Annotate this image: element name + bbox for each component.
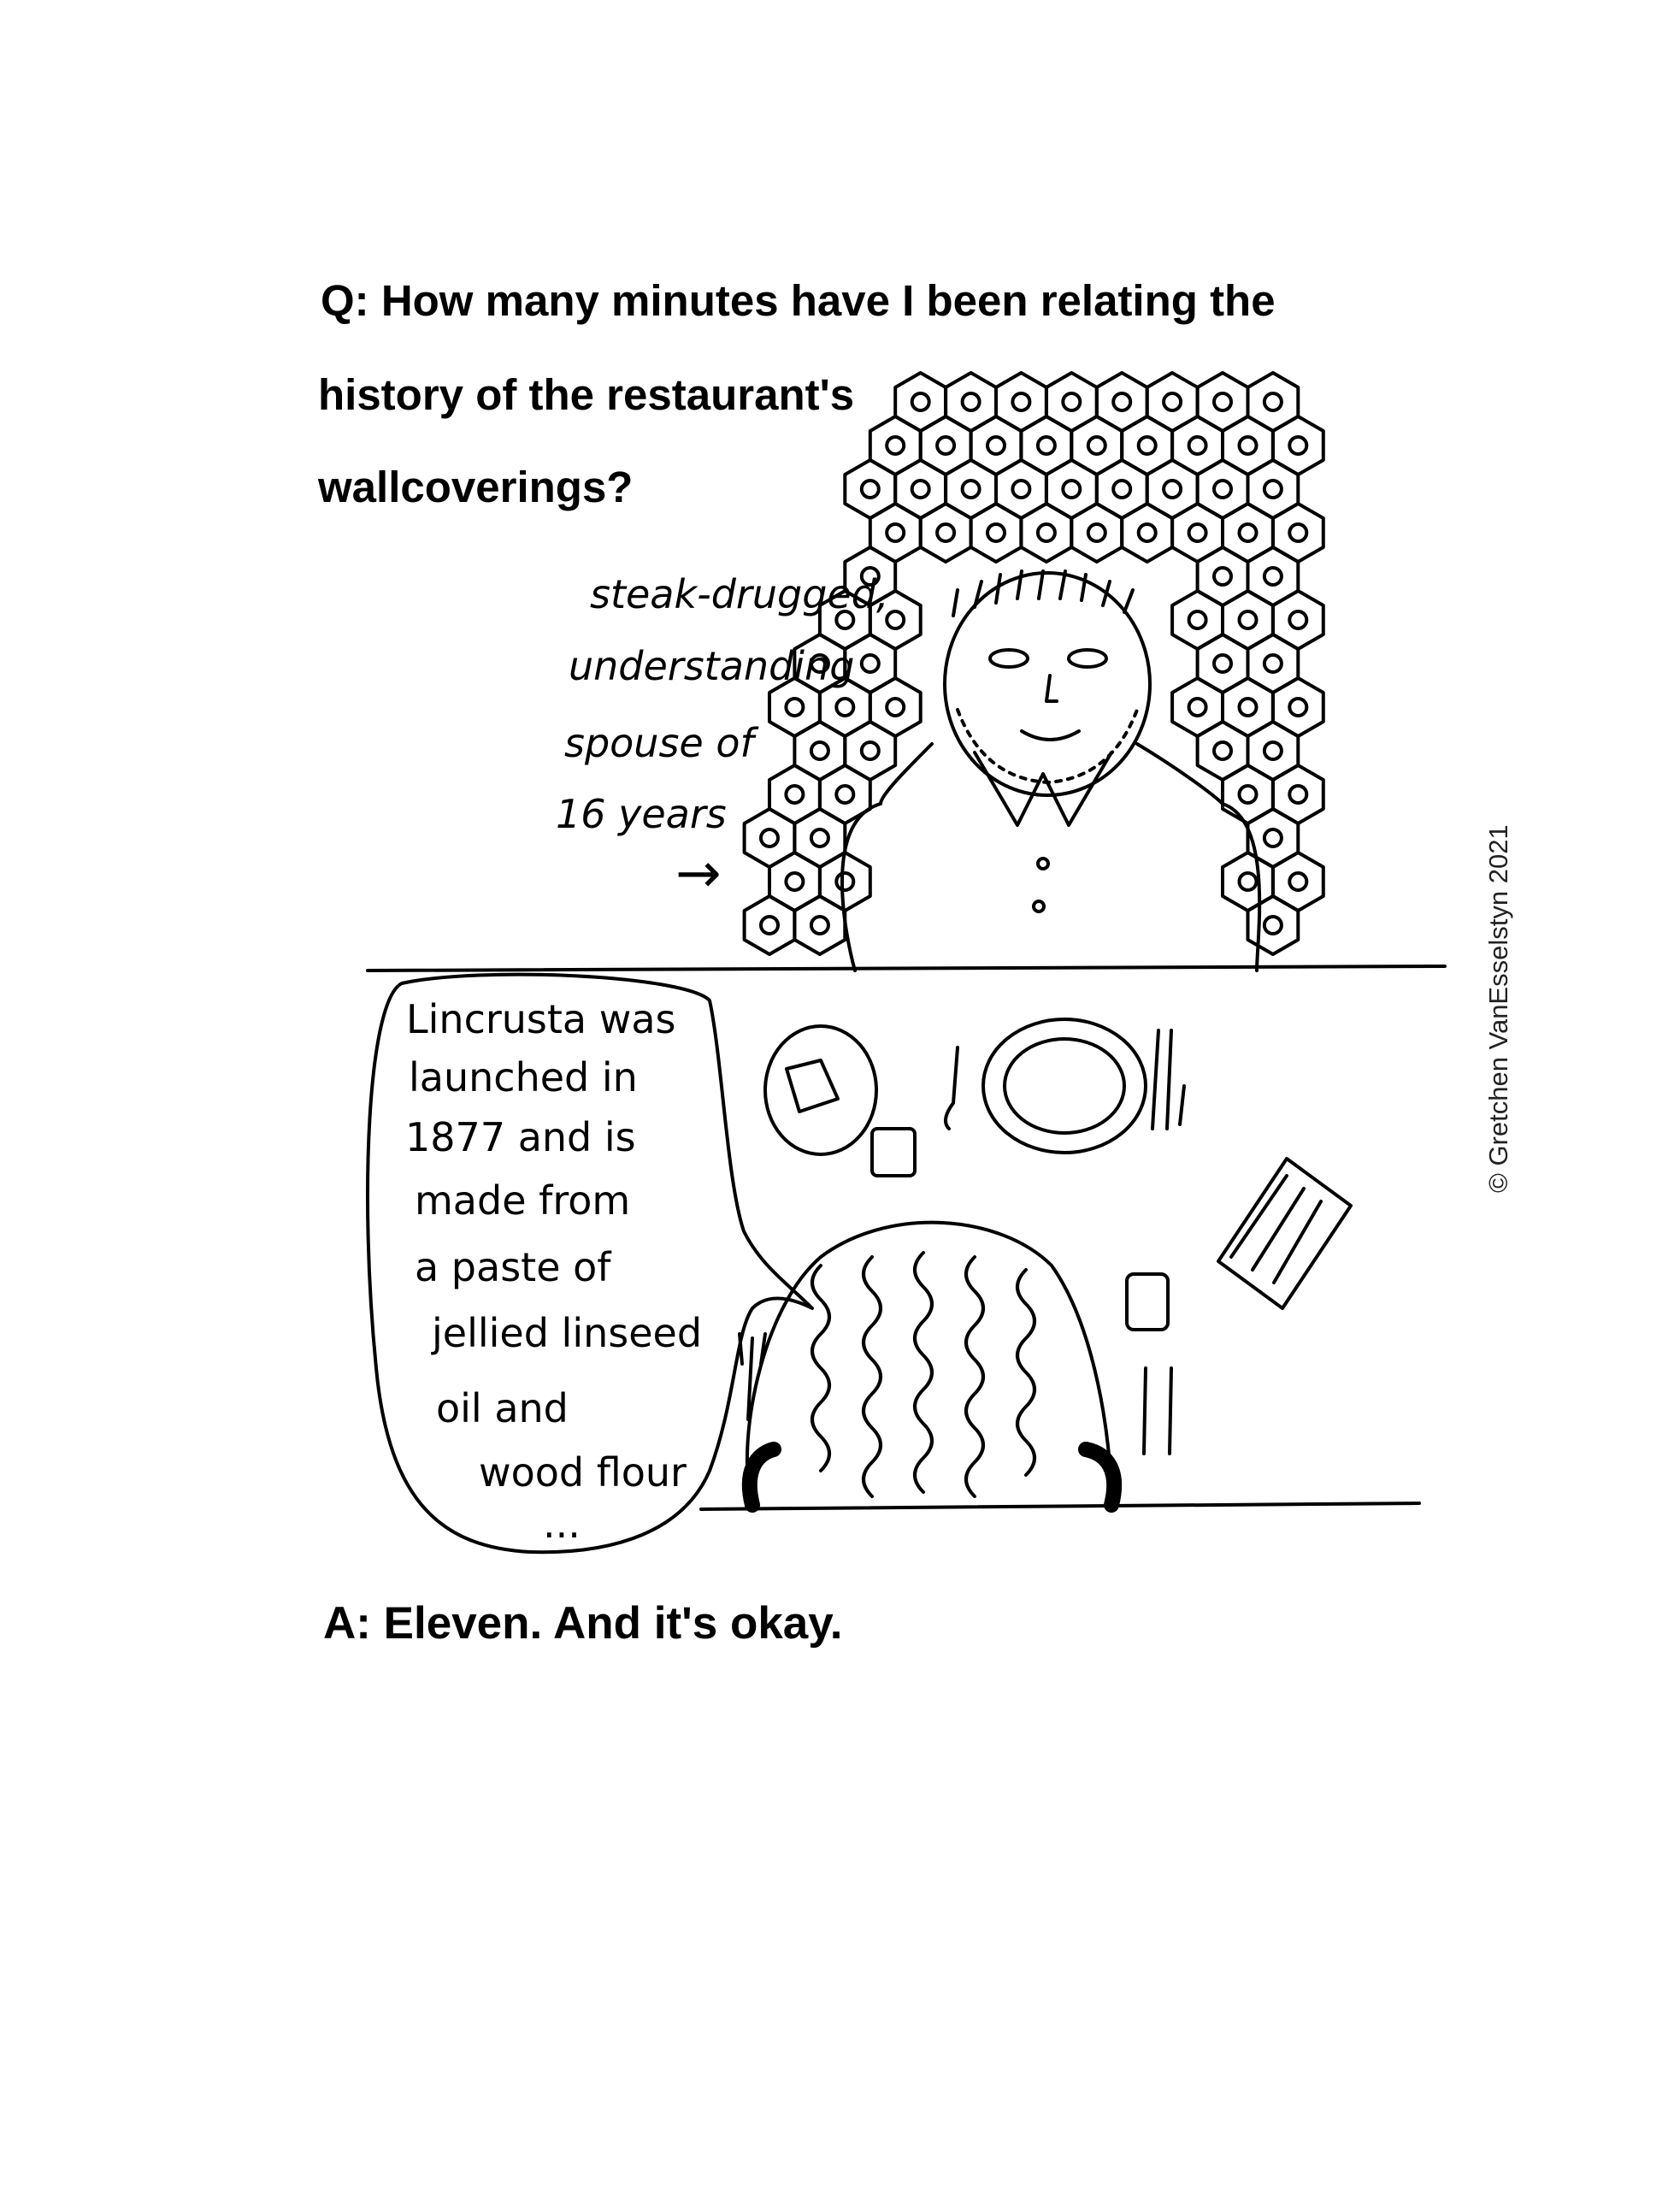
speech-line-6: jellied linseed xyxy=(432,1310,703,1356)
wallpaper-flower xyxy=(862,481,879,498)
answer-text: A: Eleven. And it's okay. xyxy=(323,1598,843,1649)
knife-and-fork xyxy=(1152,1030,1184,1129)
oval-platter-rim xyxy=(1005,1039,1124,1133)
wallpaper-flower xyxy=(937,437,954,454)
wallpaper-hexagon xyxy=(971,504,1022,562)
speech-line-9: ... xyxy=(543,1501,581,1547)
wallpaper-hexagon xyxy=(921,504,971,562)
bread-basket-weave xyxy=(1231,1176,1321,1283)
wallpaper-flower xyxy=(1189,524,1206,541)
wallpaper-flower xyxy=(912,481,929,498)
wallpaper-flower xyxy=(1264,481,1282,498)
speech-line-4: made from xyxy=(415,1177,631,1224)
wallpaper-flower xyxy=(1264,655,1282,672)
wallpaper-flower xyxy=(1240,437,1257,454)
wallpaper-flower xyxy=(1289,699,1306,716)
speech-line-5: a paste of xyxy=(415,1244,611,1290)
spouse-smile xyxy=(1022,731,1079,740)
wallpaper-flower xyxy=(937,524,954,541)
wallpaper-flower xyxy=(1164,393,1181,410)
wallpaper-flower xyxy=(1088,437,1105,454)
wallpaper-flower xyxy=(1289,873,1306,890)
speech-line-7: oil and xyxy=(436,1385,569,1431)
wallpaper-flower xyxy=(761,917,778,934)
wallpaper-flower xyxy=(1189,437,1206,454)
wallpaper-flower xyxy=(862,655,879,672)
speech-line-1: Lincrusta was xyxy=(406,996,676,1042)
wallpaper-flower xyxy=(1214,568,1231,585)
wallpaper-flower xyxy=(1214,742,1231,759)
wallpaper-hexagon xyxy=(1122,504,1172,562)
wallpaper-flower xyxy=(1063,393,1080,410)
wallpaper-hexagon xyxy=(745,896,795,954)
annotation-arrow: → xyxy=(675,842,722,906)
plate xyxy=(765,1026,876,1154)
wallpaper-flower xyxy=(836,873,853,890)
wallpaper-flower xyxy=(1088,524,1105,541)
speech-line-8: wood flour xyxy=(479,1449,687,1496)
question-line-3: wallcoverings? xyxy=(318,463,634,511)
wallpaper-flower xyxy=(1189,611,1206,628)
wallpaper-flower xyxy=(786,699,803,716)
wallpaper-hexagon xyxy=(1021,504,1071,562)
wallpaper-flower xyxy=(887,611,904,628)
wallpaper-flower xyxy=(1113,393,1130,410)
wallpaper-flower xyxy=(963,393,980,410)
table-top-edge xyxy=(368,966,1445,971)
wallpaper-flower xyxy=(836,699,853,716)
spouse-nose xyxy=(1046,676,1057,701)
wallpaper-flower xyxy=(963,481,980,498)
wallpaper-flower xyxy=(1164,481,1181,498)
wallpaper-flower xyxy=(1189,699,1206,716)
table-bottom-edge xyxy=(701,1503,1419,1509)
narrator-curls xyxy=(812,1253,1035,1496)
narrator-shoulders xyxy=(750,1449,1114,1505)
wallpaper-flower xyxy=(887,524,904,541)
wallpaper-flower xyxy=(1264,742,1282,759)
wallpaper-hexagon xyxy=(1248,896,1299,954)
wallpaper-flower xyxy=(887,699,904,716)
wallpaper-flower xyxy=(1289,524,1306,541)
wallpaper-flower xyxy=(1240,873,1257,890)
wallpaper-flower xyxy=(1240,699,1257,716)
wallpaper-flower xyxy=(1113,481,1130,498)
annotation-line-2: understanding xyxy=(569,643,855,689)
wallpaper-flower xyxy=(1038,524,1055,541)
wallpaper-flower xyxy=(1214,655,1231,672)
copyright-credit: © Gretchen VanEsselstyn 2021 xyxy=(1483,824,1513,1193)
wallpaper-flower xyxy=(811,742,828,759)
wallpaper-flower xyxy=(1240,786,1257,803)
wallpaper-flower xyxy=(1063,481,1080,498)
wallpaper-flower xyxy=(1264,829,1282,847)
annotation-line-1: steak-drugged, xyxy=(590,571,889,617)
wallpaper-flower xyxy=(786,873,803,890)
wallpaper-flower xyxy=(836,786,853,803)
wallpaper-flower xyxy=(1240,524,1257,541)
shirt-button xyxy=(1038,858,1048,869)
wallpaper-flower xyxy=(1240,611,1257,628)
glass xyxy=(1127,1274,1168,1330)
wallpaper-flower xyxy=(1214,481,1231,498)
wallpaper-flower xyxy=(987,437,1005,454)
speech-line-3: 1877 and is xyxy=(405,1114,636,1160)
wallpaper-flower xyxy=(1289,611,1306,628)
wallpaper-flower xyxy=(811,829,828,847)
annotation-line-4: 16 years xyxy=(556,791,727,837)
shirt-button xyxy=(1034,901,1044,912)
wallpaper-hexagon xyxy=(1071,504,1122,562)
wallpaper-flower xyxy=(862,742,879,759)
spoon xyxy=(946,1047,958,1129)
wallpaper-flower xyxy=(1012,481,1029,498)
question-line-1: Q: How many minutes have I been relating the xyxy=(321,276,1276,325)
wallpaper-flower xyxy=(1214,393,1231,410)
wallpaper-flower xyxy=(912,393,929,410)
spouse-hair xyxy=(953,571,1133,616)
wallpaper-flower xyxy=(1289,437,1306,454)
food-item xyxy=(787,1060,838,1112)
wallpaper-flower xyxy=(1139,524,1156,541)
wallpaper-flower xyxy=(887,437,904,454)
knives xyxy=(1144,1368,1171,1454)
question-line-2: history of the restaurant's xyxy=(318,370,855,419)
wallpaper-hexagon xyxy=(794,896,845,954)
wallpaper-flower xyxy=(1264,568,1282,585)
wallpaper-flower xyxy=(1264,393,1282,410)
speech-line-2: launched in xyxy=(409,1054,638,1100)
wallpaper-flower xyxy=(987,524,1005,541)
wallpaper-flower xyxy=(1012,393,1029,410)
annotation-line-3: spouse of xyxy=(564,720,754,766)
wallpaper-flower xyxy=(1289,786,1306,803)
wallpaper-flower xyxy=(1038,437,1055,454)
wallpaper-flower xyxy=(1139,437,1156,454)
wallpaper-flower xyxy=(761,829,778,847)
spouse-body xyxy=(842,744,1259,971)
spouse-eye xyxy=(990,650,1028,667)
spouse-eye xyxy=(1069,650,1106,667)
glass xyxy=(872,1129,915,1176)
wallpaper-flower xyxy=(811,917,828,934)
wallpaper-flower xyxy=(786,786,803,803)
wallpaper-flower xyxy=(1264,917,1282,934)
